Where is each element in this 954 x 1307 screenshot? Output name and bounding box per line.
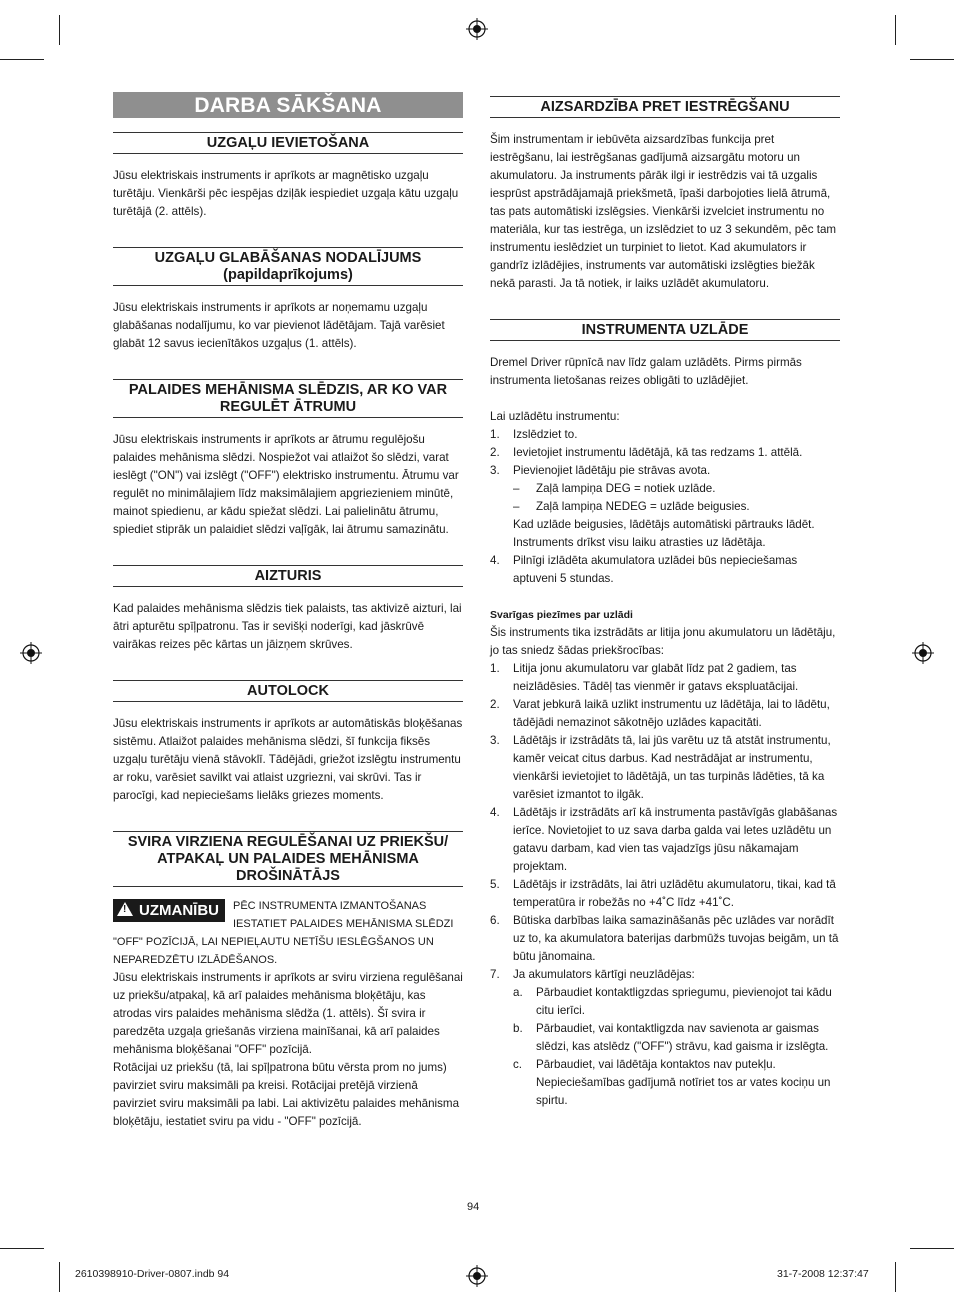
paragraph: Jūsu elektriskais instruments ir aprīkots ar sviru virziena regulēšanai uz priekšu/atpakaļ, kā arī palaides mehānisma bloķētāju, kas atrodas virs palaides mehānisma slēdža (1. attēls). Šī svira ir paredzēta uzgaļa griešanās virziena mainīšanai, kā arī palaides mehānisma bloķēšanai "OFF" pozīcijā. — [113, 971, 463, 1056]
heading-line: ATPAKAĻ UN PALAIDES MEHĀNISMA — [157, 851, 419, 867]
item-number: 1. — [490, 428, 500, 441]
item-text: Pārbaudiet, vai lādētāja kontaktos nav putekļu. Nepieciešamības gadījumā notīriet tos ar vates kociņu un spirtu. — [536, 1058, 831, 1107]
section-brake — [113, 565, 463, 654]
list-item — [513, 1020, 840, 1056]
notes-title: Svarīgas piezīmes par uzlādi — [490, 609, 633, 621]
list-item — [490, 876, 840, 912]
item-text: Būtiska darbības laika samazināšanās pēc uzlādes var norādīt uz to, ka akumulatora baterijas darbmūžs tuvojas beigām, un tā būtu jānomaina. — [513, 914, 839, 963]
registration-mark-icon — [20, 642, 42, 664]
left-column — [113, 92, 463, 1131]
item-number: 4. — [490, 806, 500, 819]
footer-timestamp: 31-7-2008 12:37:47 — [777, 1268, 869, 1280]
section-charging — [490, 319, 840, 1110]
item-text: Pilnīgi izlādēta akumulatora uzlādei būs nepieciešamas aptuveni 5 stundas. — [513, 554, 798, 585]
list-item — [490, 696, 840, 732]
crop-mark — [895, 15, 896, 45]
list-item — [490, 552, 840, 588]
page-number: 94 — [467, 1201, 480, 1213]
item-text: Pievienojiet lādētāju pie strāvas avota. — [513, 464, 711, 477]
warning-text: PĒC INSTRUMENTA IZMANTOŠANAS IESTATIET PALAIDES MEHĀNISMA SLĒDZI "OFF" POZĪCIJĀ, LAI NEPIEĻAUTU NETĪŠU IESLĒGŠANOS UN NEPAREDZĒTU IZLĀDĒŠANOS. — [113, 900, 454, 966]
item-text: Pārbaudiet kontaktligzdas spriegumu, pievienojot tai kādu citu ierīci. — [536, 986, 832, 1017]
crop-mark — [59, 15, 60, 45]
list-item — [513, 480, 840, 498]
paragraph: Dremel Driver rūpnīcā nav līdz galam uzlādēts. Pirms pirmās instrumenta lietošanas reizes obligāti to uzlādējiet. — [490, 356, 802, 387]
item-text: Pārbaudiet, vai kontaktligzda nav savienota ar gaismas slēdzi, kas atslēdz ("OFF") strāvu, kad gaisma ir izslēgta. — [536, 1022, 829, 1053]
section-bit-insertion — [113, 132, 463, 221]
section-heading: INSTRUMENTA UZLĀDE — [490, 319, 840, 341]
item-number: 3. — [490, 464, 500, 477]
step-note: Kad uzlāde beigusies, lādētājs automātiski pārtrauks lādēt. Instruments drīkst visu laiku atrasties uz lādētāja. — [513, 518, 815, 549]
crop-mark — [910, 1248, 954, 1249]
heading-line: REGULĒT ĀTRUMU — [219, 399, 357, 415]
paragraph: Rotācijai uz priekšu (tā, lai spīļpatrona būtu vērsta prom no jums) pavirziet sviru maksimāli pa kreisi. Rotācijai pretējā virzienā pavirziet sviru maksimāli pa labi. Lai aktivizētu palaides mehānisma bloķētāju, iestatiet sviru pa vidu - "OFF" pozīcijā. — [113, 1061, 460, 1128]
item-number: 3. — [490, 734, 500, 747]
warning-triangle-icon: ! — [117, 902, 133, 916]
item-number: 1. — [490, 662, 500, 675]
list-item — [490, 660, 840, 696]
list-item — [490, 966, 840, 1110]
list-item — [513, 498, 840, 516]
item-text: Zaļā lampiņa DEG = notiek uzlāde. — [536, 482, 716, 495]
item-text: Litija jonu akumulatoru var glabāt līdz pat 2 gadiem, tas neizlādēsies. Tādēļ tas vienmēr ir gatavs ekspluatācijai. — [513, 662, 799, 693]
section-heading: AIZSARDZĪBA PRET IESTRĒGŠANU — [490, 96, 840, 118]
section-text: Jūsu elektriskais instruments ir aprīkots ar magnētisko uzgaļu turētāju. Vienkārši pēc iespējas dziļāk iespiediet uzgaļa kātu uzgaļu turētājā (2. attēls). — [113, 169, 459, 218]
crop-mark — [0, 1248, 44, 1249]
footer-filename: 2610398910-Driver-0807.indb 94 — [75, 1268, 230, 1280]
list-item — [490, 462, 840, 552]
heading-line: (papildaprīkojums) — [223, 267, 353, 283]
indicator-list — [513, 480, 840, 516]
section-trigger-switch — [113, 379, 463, 539]
item-dash: – — [513, 482, 520, 495]
section-anti-jam — [490, 96, 840, 293]
crop-mark — [59, 1262, 60, 1292]
list-item — [490, 804, 840, 876]
item-text: Lādētājs ir izstrādāts arī kā instrumenta pastāvīgās glabāšanas ierīce. Novietojiet to uz sava darba galda vai letes uzlādētu un gatavu darbam, kad vien tas vajadzīgs jūsu nākamajam projektam. — [513, 806, 838, 873]
section-direction-lever — [113, 831, 463, 1131]
item-text: Zaļā lampiņa NEDEG = uzlāde beigusies. — [536, 500, 750, 513]
paragraph: Šis instruments tika izstrādāts ar litija jonu akumulatoru un lādētāju, jo tas sniedz šādas priekšrocības: — [490, 626, 836, 657]
item-number: 7. — [490, 968, 500, 981]
section-heading: UZGAĻU IEVIETOŠANA — [113, 132, 463, 154]
crop-mark — [910, 59, 954, 60]
section-heading — [113, 831, 463, 887]
item-text: Lādētājs ir izstrādāts tā, lai jūs varētu uz tā atstāt instrumentu, kamēr veicat citus darbus. Kad nestrādājat ar instrumentu, vienkārši ievietojiet to lādētājā, un tas turpinās lādēties, tā ka varēsiet izmantot to ilgāk. — [513, 734, 831, 801]
section-text: Jūsu elektriskais instruments ir aprīkots ar noņemamu uzgaļu glabāšanas nodalījumu, ko var pievienot lādētājam. Tajā varēsiet glabāt 12 savus iecienītākos uzgaļus (1. attēls). — [113, 301, 445, 350]
notes-list — [490, 660, 840, 1110]
section-text: Šim instrumentam ir iebūvēta aizsardzības funkcija pret iestrēgšanu, lai iestrēgšanas gadījumā aizsargātu motoru un akumulatoru. Ja instruments pārāk ilgi ir iestrēdzis vai tā uzgalis iesprūst apstrādājamajā priekšmetā, īpaši darbojoties lielā ātrumā, tas pats automātiski izslēgsies. Vienkārši izvelciet instrumentu no materiāla, kur tas iestrēga, un izslēdziet to uz 3 sekundēm, pēc tam instrumentu ieslēdziet un turpiniet to lietot. Kad akumulators ir gandrīz izlādējies, instruments var automātiski izslēgties biežāk nekā parasti. Ja tā notiek, ir laiks uzlādēt akumulatoru. — [490, 133, 837, 290]
section-heading — [113, 379, 463, 418]
paragraph: Lai uzlādētu instrumentu: — [490, 410, 620, 423]
section-text: Jūsu elektriskais instruments ir aprīkots ar ātrumu regulējošu palaides mehānisma slēdzi. Nospiežot vai atlaižot šo slēdzi, varat ieslēgt ("ON") vai izslēgt ("OFF") elektrisko instrumentu. Ātrumu var regulēt no minimālajiem līdz maksimālajiem apgriezieniem minūtē, mainot spiedienu, ar kādu spiežat slēdzi. Lai palielinātu ātrumu, spiediet stiprāk un palaidiet slēdzi vaļīgāk, lai ātrumu samazinātu. — [113, 433, 459, 536]
item-text: Ja akumulators kārtīgi neuzlādējas: — [513, 968, 695, 981]
section-heading — [113, 247, 463, 286]
heading-line: DROŠINĀTĀJS — [236, 868, 340, 884]
list-item — [490, 426, 840, 444]
list-item — [513, 1056, 840, 1110]
heading-line: PALAIDES MEHĀNISMA SLĒDZIS, AR KO VAR — [128, 382, 448, 398]
item-number: 6. — [490, 914, 500, 927]
list-item — [513, 984, 840, 1020]
registration-mark-icon — [466, 1265, 488, 1287]
registration-mark-icon — [466, 18, 488, 40]
section-bit-storage — [113, 247, 463, 353]
item-text: Izslēdziet to. — [513, 428, 578, 441]
heading-line: SVIRA VIRZIENA REGULĒŠANAI UZ PRIEKŠU/ — [127, 834, 449, 850]
heading-line: UZGAĻU GLABĀŠANAS NODALĪJUMS — [154, 250, 422, 266]
item-dash: – — [513, 500, 520, 513]
list-item — [490, 444, 840, 462]
section-text — [113, 897, 463, 1131]
crop-mark — [895, 1262, 896, 1292]
section-heading: AUTOLOCK — [113, 680, 463, 702]
section-autolock — [113, 680, 463, 805]
item-number: 4. — [490, 554, 500, 567]
item-text: Ievietojiet instrumentu lādētājā, kā tas redzams 1. attēlā. — [513, 446, 803, 459]
warning-label: UZMANĪBU — [139, 902, 219, 919]
registration-mark-icon — [912, 642, 934, 664]
section-heading: AIZTURIS — [113, 565, 463, 587]
warning-badge — [113, 899, 225, 922]
item-letter: b. — [513, 1022, 523, 1035]
item-letter: a. — [513, 986, 523, 999]
page-title: DARBA SĀKŠANA — [113, 92, 463, 118]
right-column — [490, 96, 840, 1110]
section-text: Jūsu elektriskais instruments ir aprīkots ar automātiskās bloķēšanas sistēmu. Atlaižot palaides mehānisma slēdzi, šī funkcija fiksēs uzgaļu turētāju vienā stāvoklī. Tādējādi, griežot izslēgtu instrumentu ar roku, varēsiet savilkt vai atlaist uzgriezni, vai skrūvi. Tas ir parocīgi, kad nepieciešams lielāks griezes moments. — [113, 717, 463, 802]
charging-steps — [490, 426, 840, 588]
item-number: 5. — [490, 878, 500, 891]
list-item — [490, 732, 840, 804]
item-letter: c. — [513, 1058, 523, 1071]
item-text: Varat jebkurā laikā uzlikt instrumentu uz lādētāja, lai to lādētu, tādējādi nemazinot sākotnējo uzlādes kapacitāti. — [513, 698, 830, 729]
crop-mark — [0, 59, 44, 60]
list-item — [490, 912, 840, 966]
troubleshoot-list — [513, 984, 840, 1110]
item-number: 2. — [490, 446, 500, 459]
item-text: Lādētājs ir izstrādāts, lai ātri uzlādētu akumulatoru, tikai, kad tā temperatūra ir robežās no +4˚C līdz +41˚C. — [513, 878, 836, 909]
item-number: 2. — [490, 698, 500, 711]
section-text — [490, 354, 840, 1110]
section-text: Kad palaides mehānisma slēdzis tiek palaists, tas aktivizē aizturi, lai ātri apturētu spīļpatronu. Tas ir sevišķi noderīgi, kad jāskrūvē vairākas reizes pēc kārtas un jāizņem skrūves. — [113, 602, 462, 651]
